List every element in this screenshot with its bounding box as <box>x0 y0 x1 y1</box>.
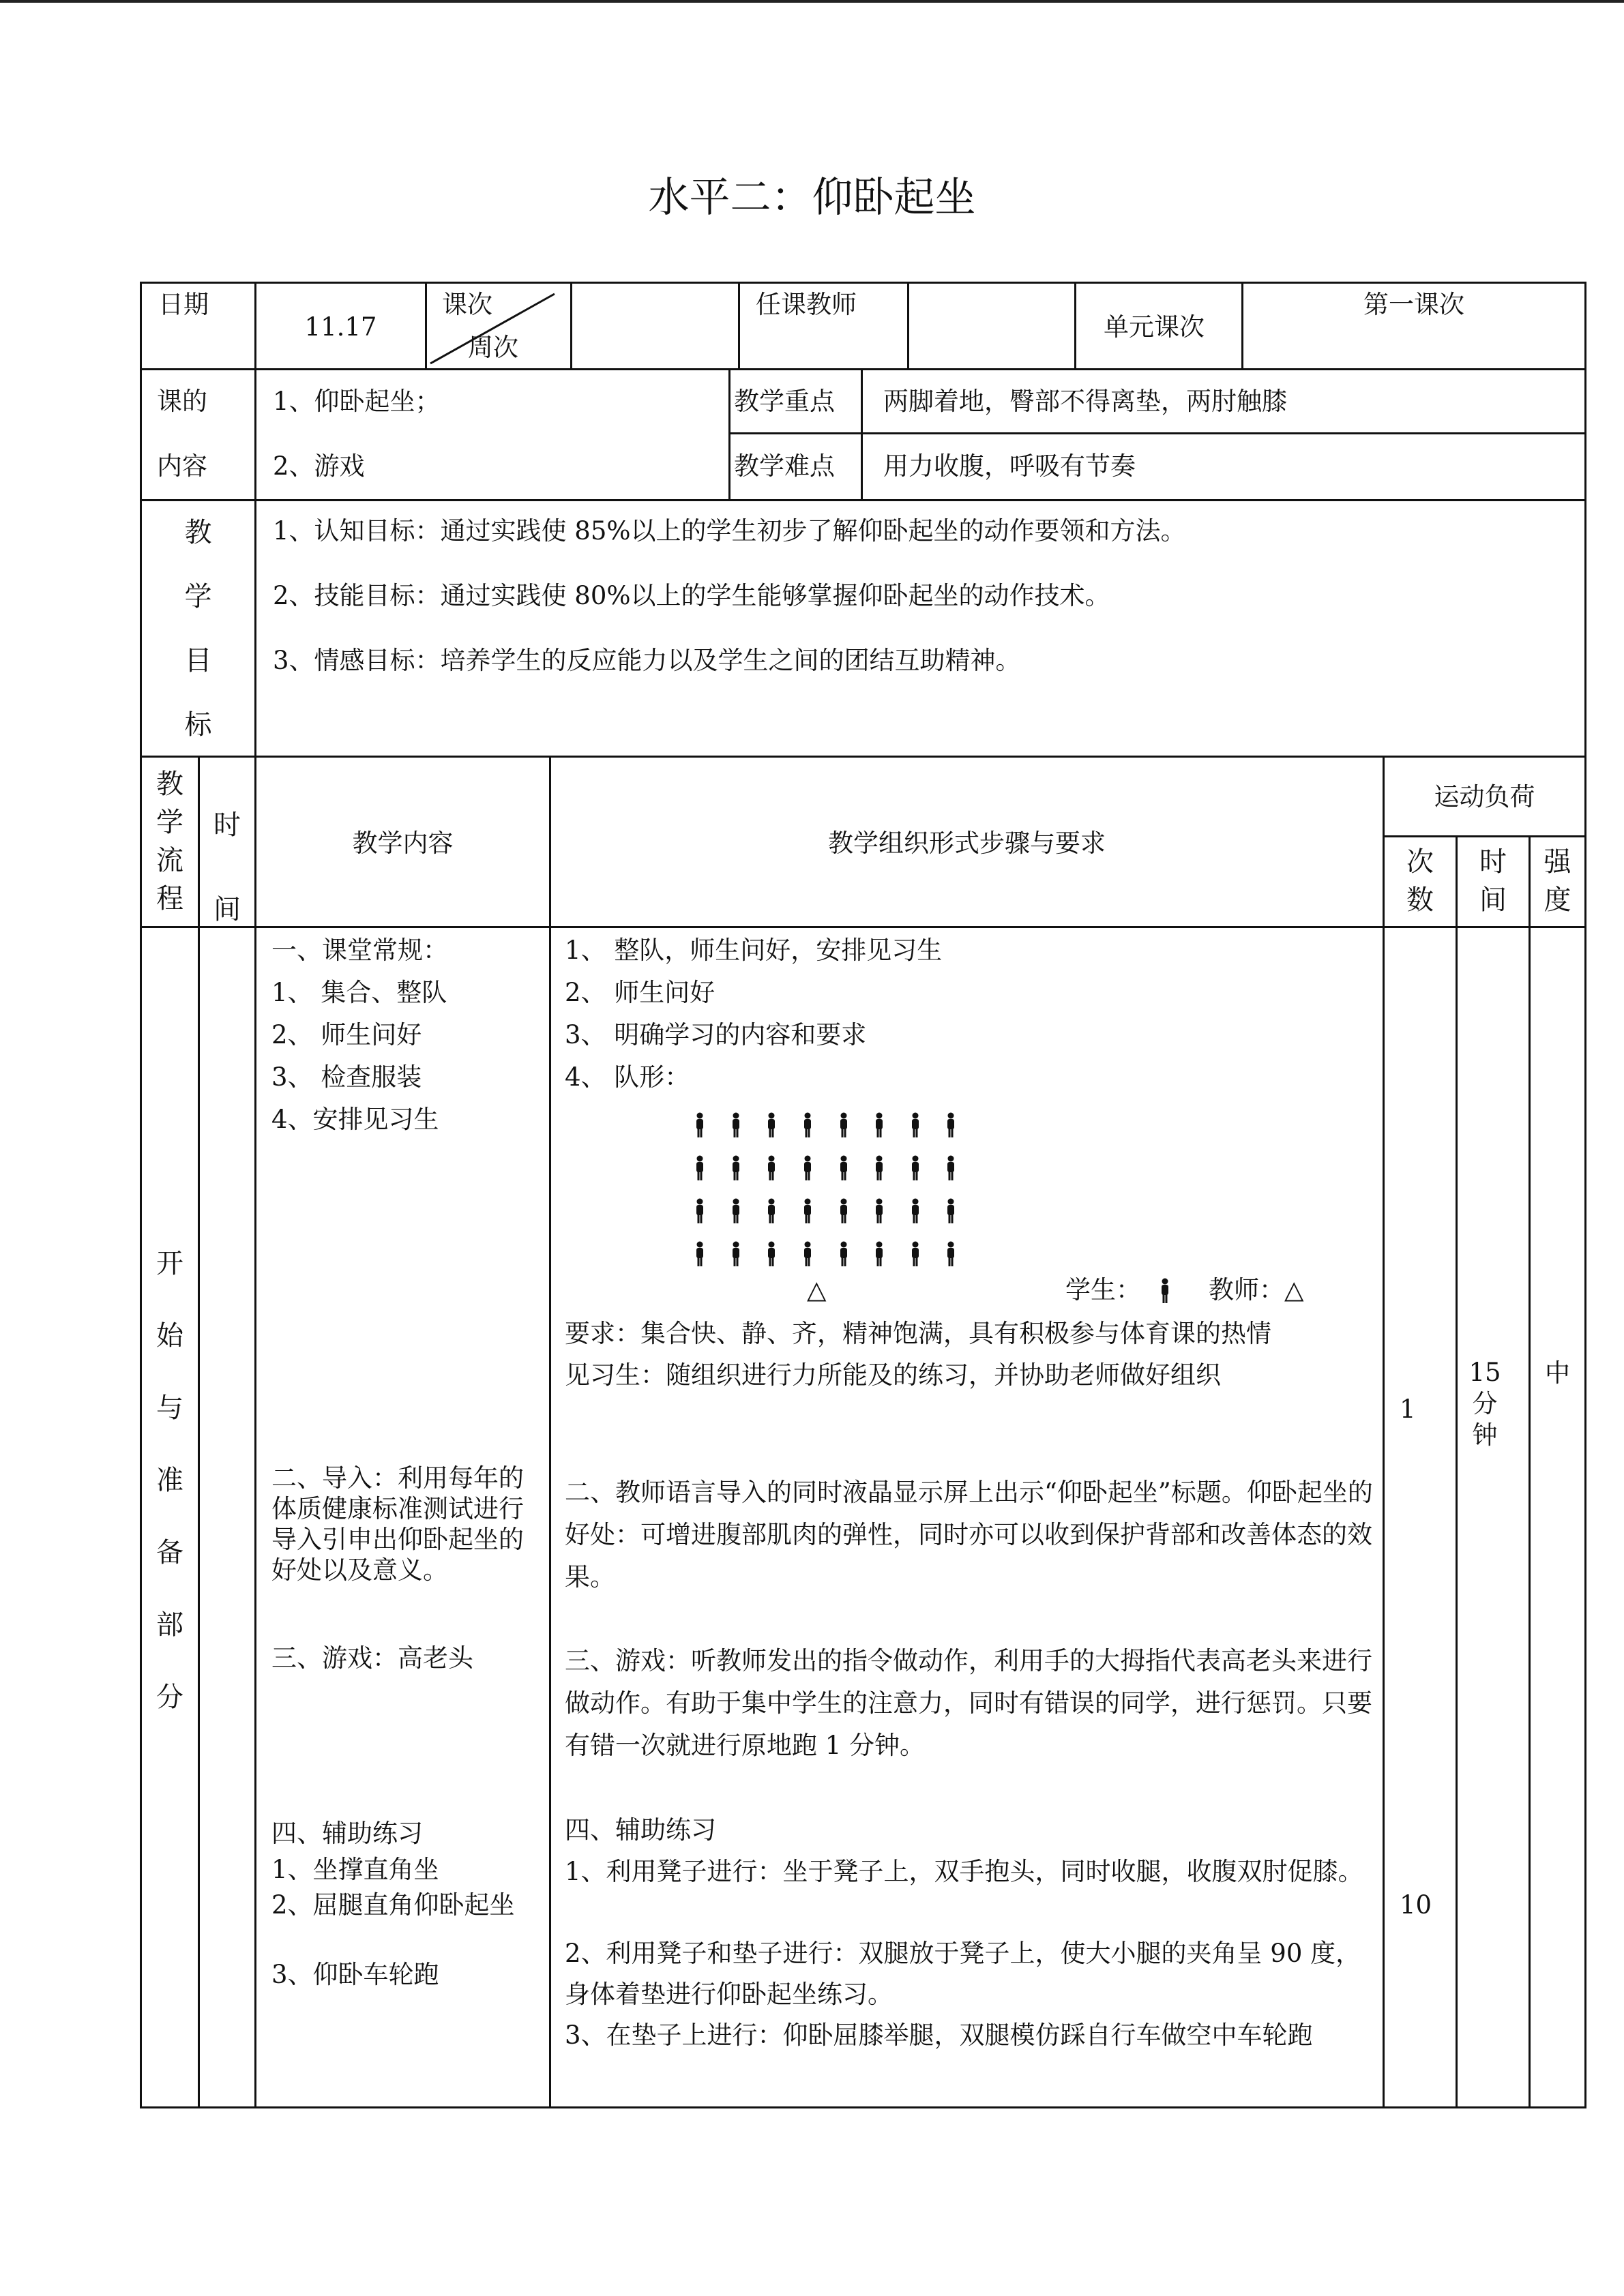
date-value: 11.17 <box>304 312 377 342</box>
routine-item: 2、 师生问好 <box>271 1020 422 1049</box>
organization-column-header: 教学组织形式步骤与要求 <box>828 829 1106 858</box>
routine-item: 4、安排见习生 <box>271 1105 439 1134</box>
student-figure-icon <box>933 1155 969 1181</box>
game-organization: 三、游戏：听教师发出的指令做动作，利用手的大拇指代表高老头来进行做动作。有助于集中学生的注意力，同时有错误的同学，进行惩罚。只要有错一次就进行原地跑 1 分钟。 <box>565 1646 1372 1760</box>
content-label-line1: 课的 <box>157 387 207 416</box>
intro-organization: 二、教师语言导入的同时液晶显示屏上出示“仰卧起坐”标题。仰卧起坐的好处：可增进腹部肌肉的弹性，同时亦可以收到保护背部和改善体态的效果。 <box>565 1478 1373 1592</box>
student-figure-icon <box>898 1112 934 1138</box>
phase-label: 开 始 与 准 备 部 分 <box>156 1248 183 1713</box>
week-label: 周次 <box>468 333 518 362</box>
intro-content: 二、导入：利用每年的体质健康标准测试进行导入引申出仰卧起坐的好处以及意义。 <box>271 1463 524 1585</box>
content-item-1: 1、仰卧起坐； <box>273 387 441 416</box>
count-value: 1 <box>1400 1395 1416 1424</box>
aux-organization-item: 1、利用凳子进行：坐于凳子上，双手抱头，同时收腿，收腹双肘促膝。 <box>565 1857 1363 1886</box>
student-figure-icon <box>825 1155 861 1181</box>
load-column-header: 运动负荷 <box>1434 782 1535 811</box>
formation-row <box>682 1232 969 1275</box>
student-figure-icon <box>754 1241 790 1267</box>
routine-title: 一、课堂常规： <box>271 936 448 965</box>
student-figure-icon <box>718 1112 754 1138</box>
student-figure-icon <box>825 1198 861 1224</box>
observer-text: 见习生：随组织进行力所能及的练习，并协助老师做好组织 <box>565 1360 1221 1390</box>
difficulty-label: 教学难点 <box>734 451 835 481</box>
student-figure-icon <box>825 1112 861 1138</box>
formation-row <box>682 1103 969 1146</box>
legend-teacher-label: 教师：△ <box>1209 1275 1304 1304</box>
count-column-header: 次 数 <box>1406 846 1434 916</box>
aux-item: 3、仰卧车轮跑 <box>271 1960 439 1989</box>
top-border <box>0 0 1624 3</box>
student-figure-icon <box>790 1112 826 1138</box>
student-figure-icon <box>898 1241 934 1267</box>
aux-organization-item: 3、在垫子上进行：仰卧屈膝举腿，双腿模仿踩自行车做空中车轮跑 <box>565 2021 1313 2050</box>
formation-diagram <box>682 1103 969 1275</box>
student-figure-icon <box>718 1155 754 1181</box>
student-figure-icon <box>754 1112 790 1138</box>
key-point-value: 两脚着地，臀部不得离垫，两肘触膝 <box>883 387 1287 416</box>
routine-item: 3、 检查服装 <box>271 1062 422 1092</box>
formation-row <box>682 1146 969 1189</box>
content-item-2: 2、游戏 <box>273 451 365 481</box>
student-figure-icon <box>861 1112 898 1138</box>
teacher-position-icon: △ <box>807 1275 827 1304</box>
aux-organization-item: 2、利用凳子和垫子进行：双腿放于凳子上，使大小腿的夹角呈 90 度，身体着垫进行仰卧起坐练习。 <box>565 1939 1361 2009</box>
time-label: 时 间 <box>213 809 241 925</box>
student-figure-icon <box>825 1241 861 1267</box>
student-figure-icon <box>933 1198 969 1224</box>
unit-label: 单元课次 <box>1104 312 1205 342</box>
difficulty-value: 用力收腹，呼吸有节奏 <box>883 451 1136 481</box>
student-figure-icon <box>898 1155 934 1181</box>
org-step: 1、 整队，师生问好，安排见习生 <box>565 936 943 965</box>
student-figure-icon <box>790 1155 826 1181</box>
org-step: 4、 队形： <box>565 1062 690 1092</box>
lesson-label: 课次 <box>442 290 492 319</box>
student-figure-icon <box>790 1198 826 1224</box>
student-figure-icon <box>754 1155 790 1181</box>
page-title: 水平二：仰卧起坐 <box>648 174 976 222</box>
aux-item: 1、坐撑直角坐 <box>271 1855 439 1884</box>
student-figure-icon <box>898 1198 934 1224</box>
game-content: 三、游戏：高老头 <box>271 1643 473 1673</box>
student-figure-icon <box>861 1155 898 1181</box>
goal-cognitive: 1、认知目标：通过实践使 85%以上的学生初步了解仰卧起坐的动作要领和方法。 <box>273 516 1186 546</box>
duration-value: 15 分 钟 <box>1468 1358 1501 1450</box>
intensity-column-header: 强 度 <box>1544 846 1571 916</box>
student-figure-icon <box>718 1241 754 1267</box>
student-figure-icon <box>861 1198 898 1224</box>
requirement-text: 要求：集合快、静、齐，精神饱满，具有积极参与体育课的热情 <box>565 1319 1271 1348</box>
count-value: 10 <box>1400 1890 1432 1920</box>
student-figure-icon <box>933 1241 969 1267</box>
student-figure-icon <box>1160 1278 1170 1304</box>
date-label: 日期 <box>158 290 209 319</box>
goal-skill: 2、技能目标：通过实践使 80%以上的学生能够掌握仰卧起坐的动作技术。 <box>273 581 1110 610</box>
formation-row <box>682 1189 969 1232</box>
org-step: 3、 明确学习的内容和要求 <box>565 1020 867 1049</box>
aux-item: 2、屈腿直角仰卧起坐 <box>271 1890 515 1920</box>
flow-label: 教 学 流 程 <box>156 769 183 914</box>
intensity-value: 中 <box>1545 1358 1570 1388</box>
student-figure-icon <box>682 1198 718 1224</box>
unit-value: 第一课次 <box>1363 290 1464 319</box>
aux-title: 四、辅助练习 <box>271 1819 423 1848</box>
routine-item: 1、 集合、整队 <box>271 978 447 1007</box>
legend-student-label: 学生： <box>1065 1275 1141 1304</box>
aux-organization-title: 四、辅助练习 <box>565 1815 716 1845</box>
teacher-label: 任课教师 <box>756 290 857 319</box>
org-step: 2、 师生问好 <box>565 978 715 1007</box>
student-figure-icon <box>790 1241 826 1267</box>
student-figure-icon <box>861 1241 898 1267</box>
student-figure-icon <box>682 1155 718 1181</box>
student-figure-icon <box>933 1112 969 1138</box>
key-point-label: 教学重点 <box>734 387 835 416</box>
content-label-line2: 内容 <box>157 451 207 481</box>
student-figure-icon <box>754 1198 790 1224</box>
student-figure-icon <box>718 1198 754 1224</box>
content-column-header: 教学内容 <box>352 829 454 858</box>
student-figure-icon <box>682 1241 718 1267</box>
student-figure-icon <box>682 1112 718 1138</box>
goal-emotion: 3、情感目标：培养学生的反应能力以及学生之间的团结互助精神。 <box>273 646 1021 675</box>
duration-column-header: 时 间 <box>1479 846 1507 916</box>
goals-label: 教 学 目 标 <box>184 517 212 741</box>
